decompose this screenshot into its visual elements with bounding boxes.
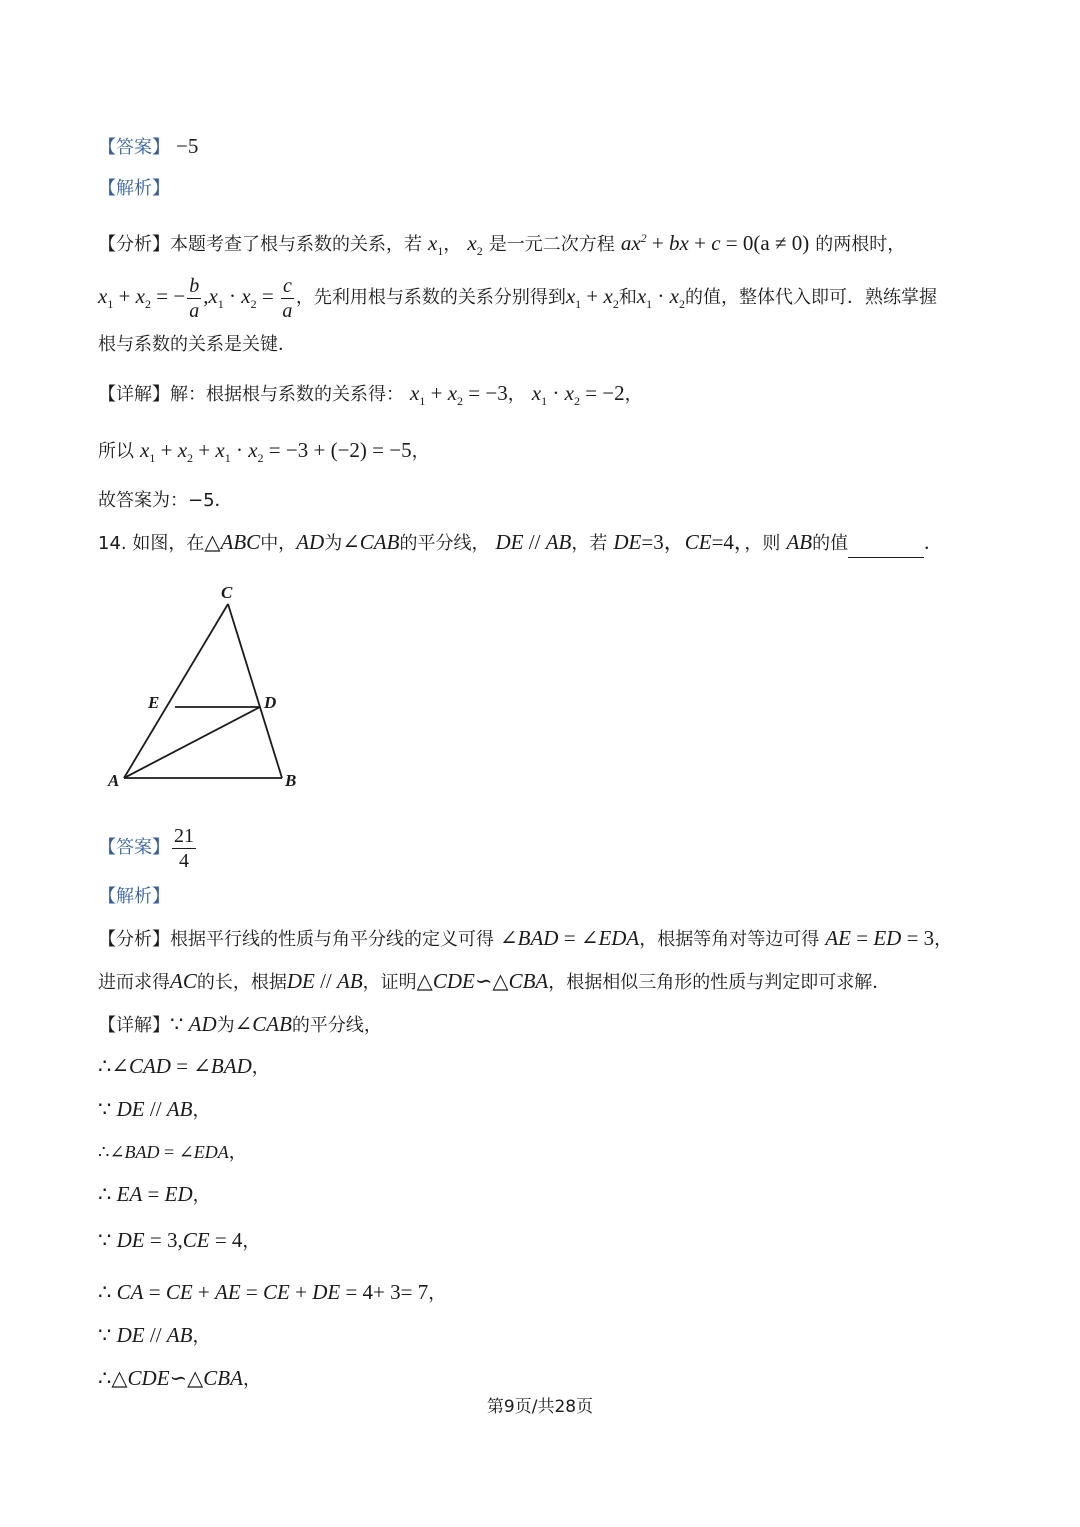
page-footer: 第9页/共28页 [486, 1397, 594, 1417]
q13-detail-3: 故答案为：−5． [98, 490, 233, 511]
q14-step-5: ∴ EA = ED， [98, 1182, 211, 1206]
q14-stem: 14. 如图，在△ABC中，AD为∠CAB的平分线， DE // AB，若 DE=3，CE=4，，则 AB的值 . [98, 528, 929, 558]
q13-detail-1: 【详解】解：根据根与系数的关系得： $x_1 + x_2 = -3$， $x_1 \cdot x_2 = -2$， [98, 381, 643, 409]
q14-step-9: ∴△CDE∽△CBA， [98, 1366, 261, 1390]
q13-detail-2: 所以 $x_1 + x_2 + x_1 \cdot x_2 = -3 + (-2) = -5$， [98, 438, 430, 466]
q14-step-8: ∵ DE // AB， [98, 1323, 211, 1347]
q14-fenxi-1: 【分析】根据平行线的性质与角平分线的定义可得 ∠BAD = ∠EDA，根据等角对等边可得 AE = ED = 3， [98, 926, 953, 950]
answer-blank [848, 537, 924, 558]
q14-step-2: ∴∠CAD = ∠BAD， [98, 1054, 270, 1078]
segment-cb [228, 604, 282, 778]
q14-detail-1: 【详解】∵ AD为∠CAB的平分线， [98, 1012, 382, 1036]
q14-answer: 【答案】 $\frac{21}{4}$ [98, 824, 194, 872]
q14-step-7: ∴ CA = CE + AE = CE + DE = 4+ 3= 7， [98, 1280, 447, 1304]
label-d: D [264, 693, 277, 712]
q14-step-6: ∵ DE = 3,CE = 4， [98, 1228, 261, 1252]
q14-step-3: ∵ DE // AB， [98, 1097, 211, 1121]
q13-fenxi-2: $x_1 + x_2$ = − $\frac{b}{a}$ $,x_1 \cdot x_2$ = $\frac{c}{a}$ ，先利用根与系数的关系分别得到$x_1 + x_2$和$x_1 \cdot x_2$的值，整体代入即可．熟练掌握 [98, 274, 937, 322]
q13-answer: 【答案】 −5 [98, 134, 199, 158]
q13-analysis-tag: 【解析】 [98, 178, 170, 199]
label-a: A [108, 771, 120, 790]
q14-analysis-tag: 【解析】 [98, 886, 170, 907]
triangle-figure [100, 578, 320, 798]
q13-fenxi-1: 【分析】本题考查了根与系数的关系，若 $x_1$， $x_2$ 是一元二次方程 $ax^2$ + bx + c = 0(a ≠ 0) 的两根时， [98, 231, 906, 259]
q14-fenxi-2: 进而求得AC的长，根据DE // AB，证明△CDE∽△CBA，根据相似三角形的性质与判定即可求解． [98, 969, 891, 993]
label-e: E [148, 693, 160, 712]
q13-fenxi-3: 根与系数的关系是关键． [98, 334, 296, 355]
label-b: B [285, 771, 297, 790]
segment-ca [124, 604, 228, 778]
q14-step-4: ∴∠BAD = ∠EDA， [98, 1142, 247, 1163]
label-c: C [221, 583, 233, 602]
triangle-lines [124, 604, 282, 778]
